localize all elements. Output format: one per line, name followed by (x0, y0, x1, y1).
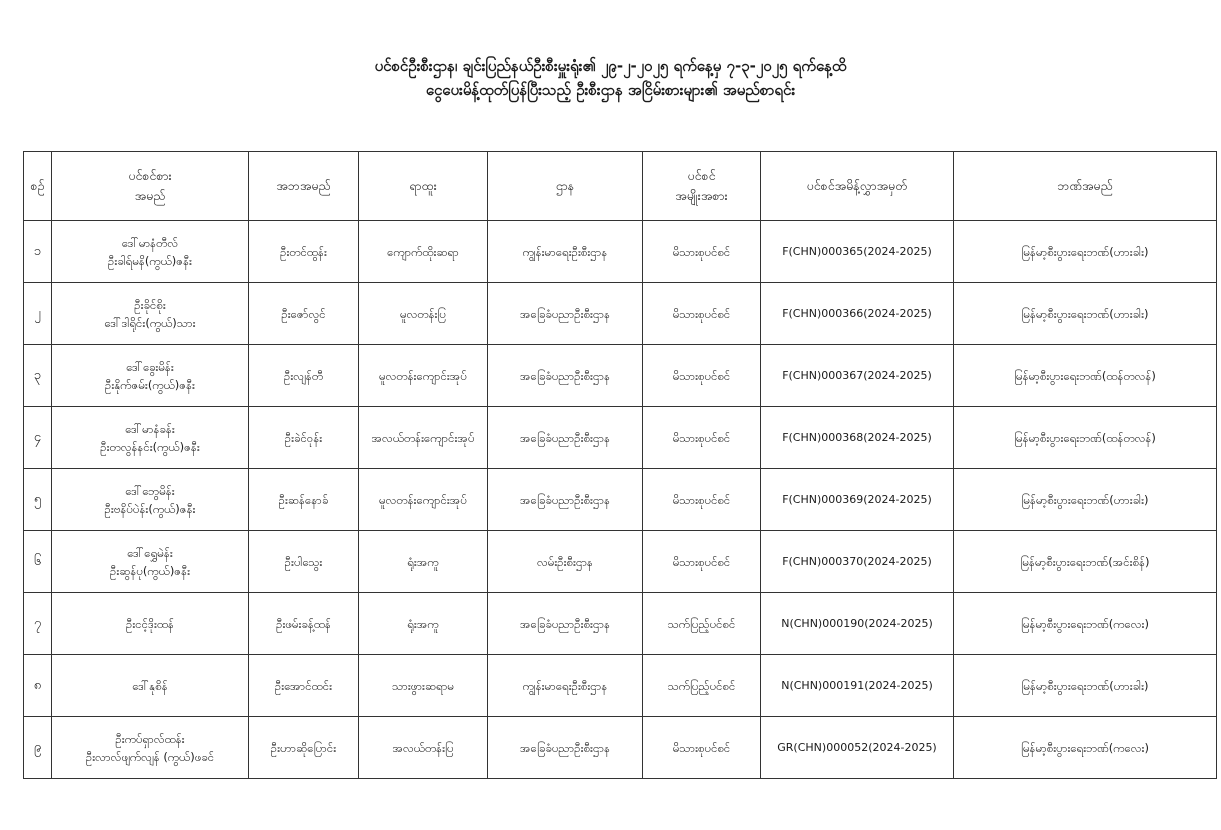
cell-bank: မြန်မာ့စီးပွားရေးဘဏ်(ဟားခါး) (954, 221, 1217, 283)
cell-name-line1: ဦးခိုင်စိုး (134, 297, 166, 312)
header-no: စဉ် (24, 152, 52, 221)
table-row (24, 717, 1217, 779)
header-father: အဘအမည် (249, 152, 359, 221)
cell-name (52, 469, 249, 531)
cell-department: အခြေခံပညာဦးစီးဌာန (488, 345, 643, 407)
cell-father: ဦးပါသွေး (249, 531, 359, 593)
table-row (24, 221, 1217, 283)
cell-no: ၃ (24, 345, 52, 407)
cell-type: သက်ပြည့်ပင်စင် (643, 655, 761, 717)
cell-name (52, 407, 249, 469)
title-line-2: ငွေပေးမိန့်ထုတ်ပြန်ပြီးသည့် ဦးစီးဌာန အငြိမ်းစားများ၏ အမည်စာရင်း (425, 81, 796, 99)
cell-no: ၅ (24, 469, 52, 531)
header-type-line2: အမျိုးအစား (675, 188, 728, 203)
cell-name-line2: ဦးခါရ်မနိ(ကွယ်)ဇနီး (108, 253, 192, 268)
table-row (24, 407, 1217, 469)
cell-name-line1: ဒေါ်ခွေးမိန်း (126, 359, 174, 374)
cell-bank: မြန်မာ့စီးပွားရေးဘဏ်(ဟားခါး) (954, 469, 1217, 531)
cell-department: အခြေခံပညာဦးစီးဌာန (488, 469, 643, 531)
table-row (24, 531, 1217, 593)
cell-type: မိသားစုပင်စင် (643, 531, 761, 593)
cell-name-line2: ဦးနိုက်ဇမ်း(ကွယ်)ဇနီး (105, 377, 195, 392)
cell-order-no: GR(CHN)000052(2024-2025) (761, 717, 954, 779)
cell-department: အခြေခံပညာဦးစီးဌာန (488, 593, 643, 655)
cell-bank: မြန်မာ့စီးပွားရေးဘဏ်(အင်းစိန်) (954, 531, 1217, 593)
cell-department: လမ်းဦးစီးဌာန (488, 531, 643, 593)
cell-no: ၈ (24, 655, 52, 717)
cell-father: ဦးဇော်လွင် (249, 283, 359, 345)
header-position: ရာထူး (359, 152, 488, 221)
cell-father: ဦးအောင်ထင်း (249, 655, 359, 717)
cell-type: မိသားစုပင်စင် (643, 221, 761, 283)
cell-name-line1: ဒေါ်မာနံခန်း (125, 421, 175, 436)
cell-position: မူလတန်းပြ (359, 283, 488, 345)
cell-father: ဦးခဲင်ဝုန်း (249, 407, 359, 469)
cell-position: ရုံးအကူ (359, 531, 488, 593)
cell-order-no: F(CHN)000367(2024-2025) (761, 345, 954, 407)
cell-no: ၄ (24, 407, 52, 469)
cell-department: အခြေခံပညာဦးစီးဌာန (488, 283, 643, 345)
cell-name (52, 531, 249, 593)
cell-position: ကျောက်ထိုးဆရာ (359, 221, 488, 283)
cell-name (52, 655, 249, 717)
header-type (643, 152, 761, 221)
cell-type: မိသားစုပင်စင် (643, 345, 761, 407)
cell-no: ၁ (24, 221, 52, 283)
cell-order-no: F(CHN)000368(2024-2025) (761, 407, 954, 469)
table-header-row (24, 152, 1217, 221)
cell-type: မိသားစုပင်စင် (643, 469, 761, 531)
cell-name (52, 283, 249, 345)
cell-type: မိသားစုပင်စင် (643, 717, 761, 779)
cell-name-line1: ဦးကပ်ရှာလ်ထန်း (115, 731, 185, 746)
header-type-line1: ပင်စင် (687, 168, 716, 183)
cell-position: သားဖွားဆရာမ (359, 655, 488, 717)
cell-position: မူလတန်းကျောင်းအုပ် (359, 345, 488, 407)
table-row (24, 593, 1217, 655)
cell-order-no: F(CHN)000369(2024-2025) (761, 469, 954, 531)
cell-bank: မြန်မာ့စီးပွားရေးဘဏ်(ကလေး) (954, 717, 1217, 779)
table-row (24, 283, 1217, 345)
cell-type: သက်ပြည့်ပင်စင် (643, 593, 761, 655)
cell-name (52, 717, 249, 779)
header-name-line1: ပင်စင်စား (128, 168, 172, 183)
cell-position: မူလတန်းကျောင်းအုပ် (359, 469, 488, 531)
cell-name-line2: ဦးဆွန်ပု(ကွယ်)ဇနီး (109, 563, 191, 578)
cell-name (52, 593, 249, 655)
cell-name-line1: ဒေါ်မာနံတီလ် (121, 235, 179, 250)
cell-name-line1: ဒေါ်ရွှေမဲန်း (127, 545, 173, 560)
cell-name (52, 221, 249, 283)
cell-type: မိသားစုပင်စင် (643, 407, 761, 469)
cell-department: အခြေခံပညာဦးစီးဌာန (488, 717, 643, 779)
header-name-line2: အမည် (134, 188, 166, 203)
cell-name (52, 345, 249, 407)
cell-bank: မြန်မာ့စီးပွားရေးဘဏ်(ကလေး) (954, 593, 1217, 655)
cell-bank: မြန်မာ့စီးပွားရေးဘဏ်(ဟားခါး) (954, 655, 1217, 717)
cell-department: ကျွန်းမာရေးဦးစီးဌာန (488, 655, 643, 717)
document-title (0, 54, 1221, 102)
cell-order-no: N(CHN)000190(2024-2025) (761, 593, 954, 655)
cell-order-no: F(CHN)000370(2024-2025) (761, 531, 954, 593)
cell-father: ဦးဆန်နောခ် (249, 469, 359, 531)
cell-name-line2: ဒေါ်ဒါရိုင်း(ကွယ်)သား (104, 315, 196, 330)
cell-name-line1: ဒေါ်ဘွေမိန်း (125, 483, 175, 498)
pensioner-table (23, 151, 1217, 779)
table-row (24, 345, 1217, 407)
header-department: ဌာန (488, 152, 643, 221)
cell-department: အခြေခံပညာဦးစီးဌာန (488, 407, 643, 469)
cell-no: ၉ (24, 717, 52, 779)
cell-name-line1: ဒေါ်နုစိန် (132, 678, 168, 693)
cell-father: ဦးတင်ထွန်း (249, 221, 359, 283)
cell-position: အလယ်တန်းပြ (359, 717, 488, 779)
cell-father: ဦးဟာဆိုပြောင်း (249, 717, 359, 779)
cell-father: ဦးဖမ်းခန့်ထန် (249, 593, 359, 655)
cell-no: ၂ (24, 283, 52, 345)
cell-father: ဦးလျန်တီ (249, 345, 359, 407)
cell-bank: မြန်မာ့စီးပွားရေးဘဏ်(ထန်တလန်) (954, 407, 1217, 469)
cell-position: အလယ်တန်းကျောင်းအုပ် (359, 407, 488, 469)
cell-name-line2: ဦးဗနိပ်ပဲန်း(ကွယ်)ဇနီး (104, 501, 196, 516)
header-bank: ဘဏ်အမည် (954, 152, 1217, 221)
cell-order-no: N(CHN)000191(2024-2025) (761, 655, 954, 717)
cell-no: ၇ (24, 593, 52, 655)
cell-bank: မြန်မာ့စီးပွားရေးဘဏ်(ထန်တလန်) (954, 345, 1217, 407)
cell-order-no: F(CHN)000365(2024-2025) (761, 221, 954, 283)
cell-name-line1: ဦးငင့်ဒိုးထန် (125, 616, 175, 631)
title-line-1: ပင်စင်ဦးစီးဌာန၊ ချင်းပြည်နယ်ဦးစီးမှူးရုံး၏ ၂၉-၂-၂၀၂၅ ရက်နေ့မှ ၇-၃-၂၀၂၅ ရက်နေ့ထိ (374, 57, 847, 75)
cell-no: ၆ (24, 531, 52, 593)
cell-department: ကျွန်းမာရေးဦးစီးဌာန (488, 221, 643, 283)
header-name (52, 152, 249, 221)
table-row (24, 655, 1217, 717)
table-row (24, 469, 1217, 531)
cell-bank: မြန်မာ့စီးပွားရေးဘဏ်(ဟားခါး) (954, 283, 1217, 345)
header-order-no: ပင်စင်အမိန့်လွှာအမှတ် (761, 152, 954, 221)
cell-type: မိသားစုပင်စင် (643, 283, 761, 345)
cell-position: ရုံးအကူ (359, 593, 488, 655)
cell-order-no: F(CHN)000366(2024-2025) (761, 283, 954, 345)
cell-name-line2: ဦးတလွန်နင်း(ကွယ်)ဇနီး (100, 439, 200, 454)
cell-name-line2: ဦးလာလ်ဖျက်လျန် (ကွယ်)ဖခင် (85, 749, 215, 764)
